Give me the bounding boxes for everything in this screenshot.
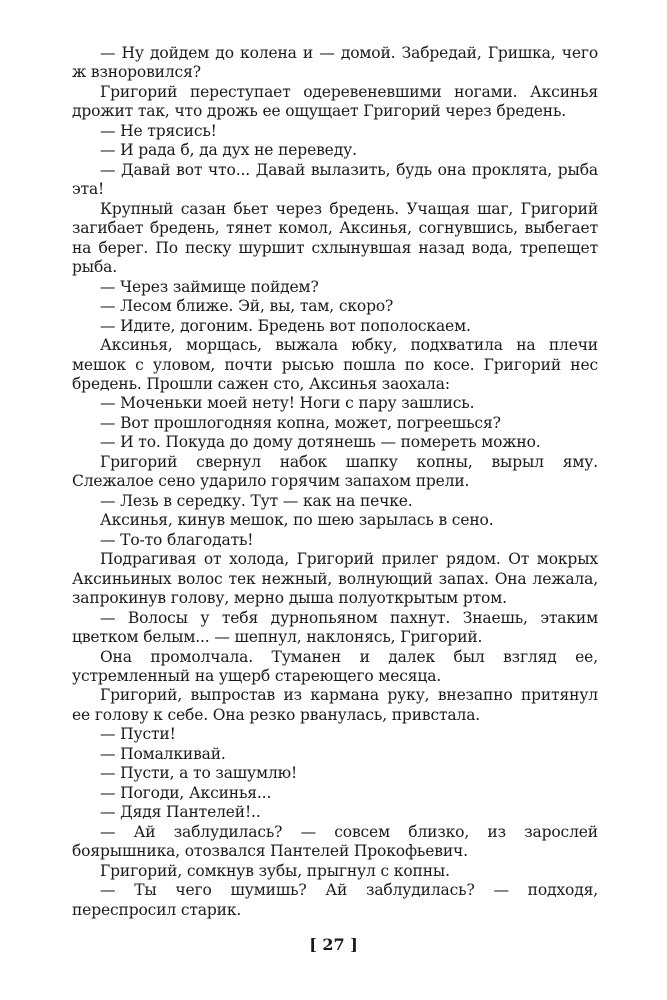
- paragraph: — Пусти, а то зашумлю!: [100, 764, 298, 783]
- paragraph: Григорий, сомкнув зубы, прыгнул с копны.: [100, 861, 450, 880]
- paragraph: — Ты чего шумишь? Ай заблудилась? — подходя, переспросил старик.: [72, 881, 598, 919]
- paragraph: — Вот прошлогодняя копна, может, погреешься?: [100, 413, 501, 432]
- paragraph: — Ай заблудилась? — совсем близко, из зарослей боярышника, отозвался Пантелей Прокофьевич.: [72, 822, 598, 861]
- paragraph: — И то. Покуда до дому дотянешь — помереть можно.: [100, 433, 541, 452]
- paragraph: Григорий, выпростав из кармана руку, внезапно притянул ее голову к себе. Она резко рванулась, привстала.: [72, 686, 598, 724]
- paragraph: — То-то благодать!: [100, 530, 254, 549]
- paragraph: Аксинья, кинув мешок, по шею зарылась в сено.: [100, 511, 494, 530]
- paragraph: Аксинья, морщась, выжала юбку, подхватила на плечи мешок с уловом, почти рысью пошла по косе. Григорий нес бредень. Прошли сажен сто, Аксинья заохала:: [72, 336, 598, 393]
- paragraph: Она промолчала. Туманен и далек был взгляд ее, устремленный на ущерб стареющего месяца.: [72, 647, 598, 685]
- paragraph: — Идите, догоним. Бредень вот пополоскаем.: [100, 316, 471, 335]
- paragraph: — И рада б, да дух не переведу.: [100, 141, 357, 160]
- paragraph: Подрагивая от холода, Григорий прилег рядом. От мокрых Аксиньиных волос тек нежный, волнующий запах. Она лежала, запрокинув голову, мерно дыша полуоткрытым ртом.: [72, 550, 598, 608]
- paragraph: — Погоди, Аксинья...: [100, 783, 272, 802]
- paragraph: — Волосы у тебя дурнопьяном пахнут. Знаешь, этаким цветком белым... — шепнул, наклонясь, Григорий.: [72, 608, 598, 647]
- paragraph: — Пусти!: [100, 725, 176, 744]
- paragraph: Григорий переступает одеревеневшими ногами. Аксинья дрожит так, что дрожь ее ощущает Григорий через бредень.: [72, 82, 598, 121]
- paragraph: — Ну дойдем до колена и — домой. Забредай, Гришка, чего ж взноровился?: [72, 44, 598, 82]
- page-number: [ 27 ]: [309, 935, 358, 954]
- paragraph: — Помалкивай.: [100, 744, 226, 763]
- paragraph: — Через займище пойдем?: [100, 277, 319, 296]
- paragraph: — Давай вот что... Давай вылазить, будь она проклята, рыба эта!: [72, 160, 598, 199]
- paragraph: — Лезь в середку. Тут — как на печке.: [100, 491, 413, 510]
- paragraph: — Моченьки моей нету! Ноги с пару зашлись.: [100, 394, 475, 413]
- paragraph: Крупный сазан бьет через бредень. Учащая шаг, Григорий загибает бредень, тянет комол, Аксинья, согнувшись, выбегает на берег. По песку шуршит схлынувшая назад вода, трепещет рыба.: [72, 199, 598, 277]
- paragraph: — Лесом ближе. Эй, вы, там, скоро?: [100, 297, 394, 316]
- paragraph: — Дядя Пантелей!..: [100, 803, 261, 822]
- paragraph: — Не трясись!: [100, 121, 217, 140]
- paragraph: Григорий свернул набок шапку копны, вырыл яму. Слежалое сено ударило горячим запахом прели.: [72, 452, 598, 491]
- page-body-text: [72, 44, 598, 920]
